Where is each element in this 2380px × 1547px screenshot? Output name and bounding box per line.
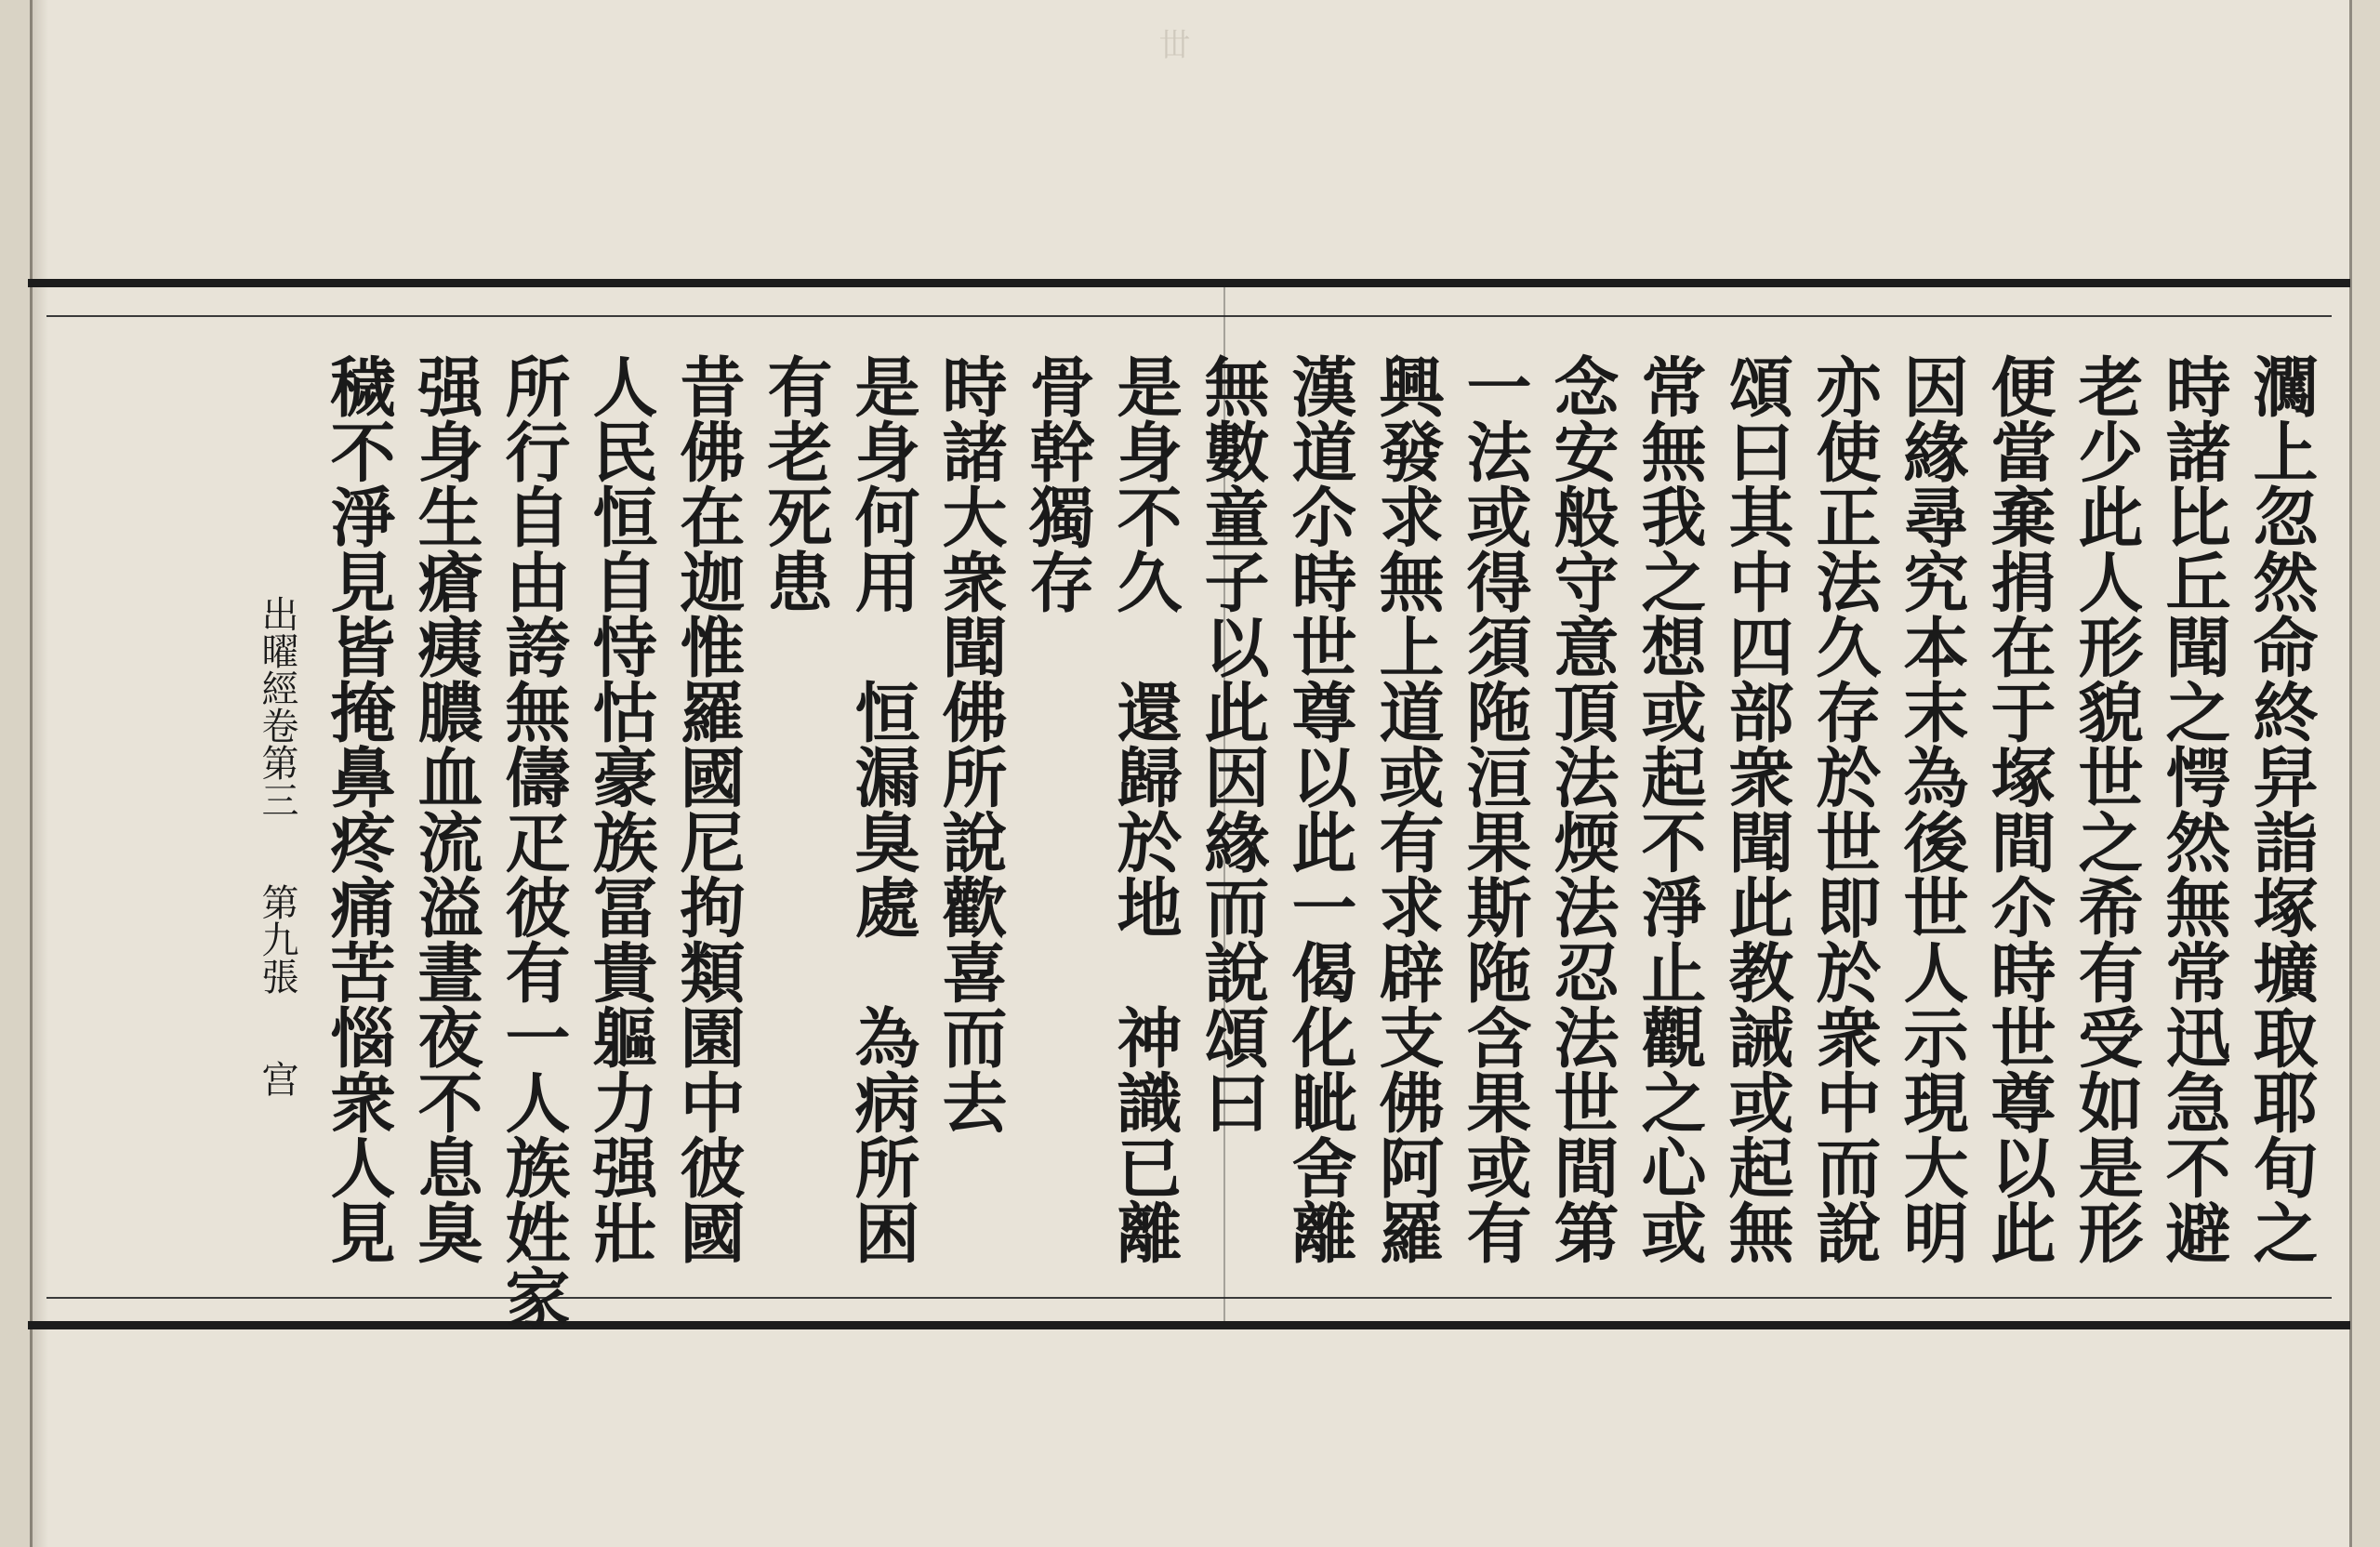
scripture-text xyxy=(139,353,2324,1329)
faint-top-mark: 丗 xyxy=(1153,28,1190,65)
text-column: 一法或得須陁洹果斯陁含果或有 xyxy=(1456,353,1533,1264)
text-column: 便當棄捐在于塚間尒時世尊以此 xyxy=(1980,353,2057,1264)
text-column: 穢不淨見皆掩鼻疼痛苦惱衆人見 xyxy=(320,353,397,1264)
text-column: 㶒上忽然命終舁詣塚壙取耶旬之 xyxy=(2242,353,2320,1264)
text-column: 因緣尋究本末為後世人示現大明 xyxy=(1893,353,1970,1264)
text-column: 時諸比丘聞之愕然無常迅急不避 xyxy=(2155,353,2232,1264)
text-column: 常無我之想或起不淨止觀之心或 xyxy=(1631,353,1708,1264)
text-column: 强身生瘡痍膿血流溢晝夜不息臭 xyxy=(407,353,484,1264)
text-column: 所行自由誇無儔疋彼有一人族姓家 xyxy=(495,353,572,1329)
text-column: 漢道尒時世尊以此一偈化眦舍離 xyxy=(1281,353,1358,1264)
text-column: 人民恒自恃怙豪族冨貴軀力强壯 xyxy=(582,353,659,1264)
text-column: 無數童子以此因緣而說頌曰 xyxy=(1194,353,1271,1134)
text-column: 老少此人形貌世之希有受如是形 xyxy=(2068,353,2145,1264)
footer-column xyxy=(240,353,314,1302)
right-binding-edge xyxy=(2349,0,2380,1547)
verse-column: 有老死患 xyxy=(757,353,834,614)
text-column: 時諸大衆聞佛所說歡喜而去 xyxy=(932,353,1009,1134)
text-column: 念安般守意頂法煗法忍法世間第 xyxy=(1543,353,1620,1264)
frame-inner-top-line xyxy=(46,315,2332,317)
text-column: 亦使正法久存於世即於衆中而說 xyxy=(1805,353,1883,1264)
verse-column: 是身不久 還歸於地 神識已離 xyxy=(1106,353,1183,1264)
footer-mark: 宫 xyxy=(256,1060,298,1097)
text-column: 興發求無上道或有求辟支佛阿羅 xyxy=(1368,353,1446,1264)
text-column: 頌曰其中四部衆聞此教誡或起無 xyxy=(1718,353,1795,1264)
text-column: 昔佛在迦惟羅國尼拘類園中彼國 xyxy=(669,353,747,1264)
verse-column: 骨幹獨存 xyxy=(1019,353,1096,614)
verse-column: 是身何用 恒漏臭處 為病所困 xyxy=(844,353,921,1264)
footer-title: 出曜經卷第三 xyxy=(256,595,298,818)
footer-page-number: 第九張 xyxy=(256,883,298,995)
